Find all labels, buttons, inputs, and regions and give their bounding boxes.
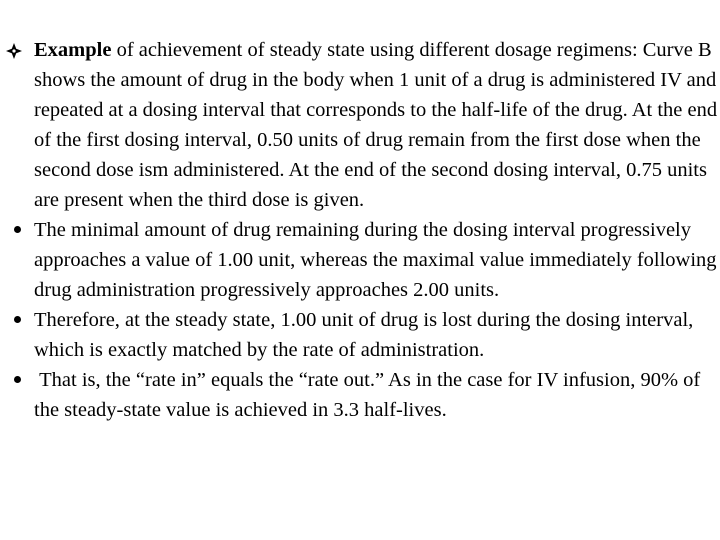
bullet-item-example — [0, 35, 718, 215]
bullet-text: The minimal amount of drug remaining during the dosing interval progressively approaches a value of 1.00 unit, whereas the maximal value immediately following drug administration progressively approaches 2.00 units. — [34, 219, 717, 301]
diamond-bullet-icon — [6, 43, 22, 59]
bullet-item-rate-in-rate-out — [0, 365, 718, 425]
bullet-text: Therefore, at the steady state, 1.00 unit of drug is lost during the dosing interval, which is exactly matched by the rate of administration. — [34, 309, 694, 361]
bullet-marker — [3, 35, 25, 65]
bullet-list — [0, 35, 718, 425]
round-bullet-icon — [14, 226, 21, 233]
bullet-item-steady-state — [0, 305, 718, 365]
bullet-marker — [6, 365, 28, 395]
bullet-text: of achievement of steady state using different dosage regimens: Curve B shows the amount of drug in the body when 1 unit of a drug is administered IV and repeated at a dosing interval that corresponds to the half-life of the drug. At the end of the first dosing interval, 0.50 units of drug remain from the first dose when the second dose ism administered. At the end of the second dosing interval, 0.75 units are present when the third dose is given. — [34, 39, 718, 211]
bullet-lead-text: Example — [34, 39, 112, 61]
round-bullet-icon — [14, 316, 21, 323]
bullet-marker — [6, 215, 28, 245]
bullet-marker — [6, 305, 28, 335]
round-bullet-icon — [14, 376, 21, 383]
bullet-text: That is, the “rate in” equals the “rate out.” As in the case for IV infusion, 90% of the steady-state value is achieved in 3.3 half-lives. — [34, 369, 706, 421]
bullet-item-minimal-amount — [0, 215, 718, 305]
